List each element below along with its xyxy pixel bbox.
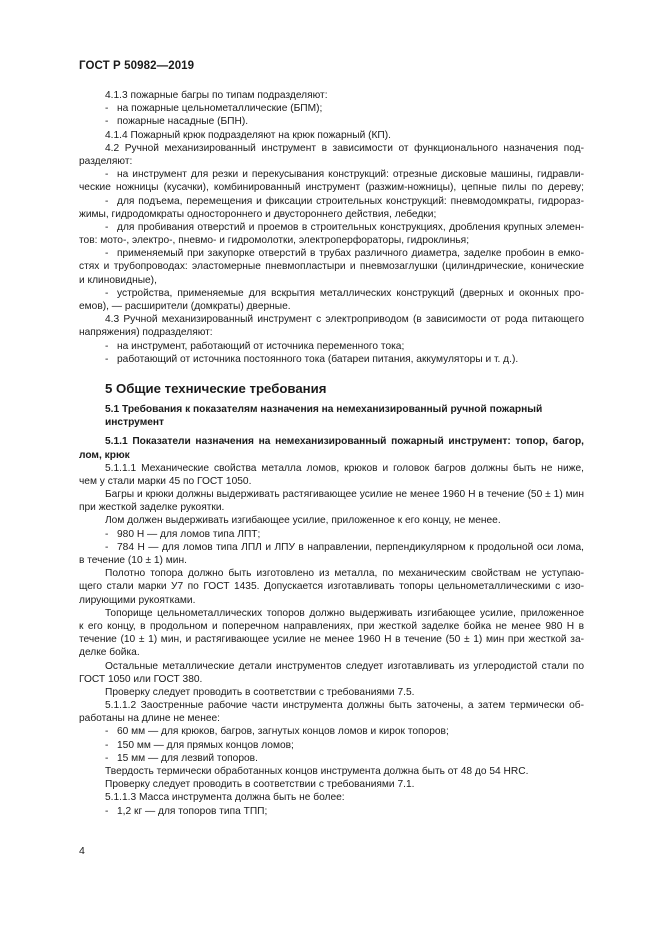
- text-line: [79, 475, 584, 488]
- line-text: чем у стали марки 45 по ГОСТ 1050.: [79, 475, 252, 487]
- line-text: для пробивания отверстий и проемов в строительных конструкциях, дробления крупных элемен-: [117, 221, 584, 233]
- list-dash: -: [105, 528, 109, 540]
- text-line: [79, 181, 584, 194]
- text-line: [79, 607, 584, 620]
- line-text: ГОСТ 1050 или ГОСТ 380.: [79, 673, 203, 685]
- line-text: 15 мм — для лезвий топоров.: [117, 752, 258, 764]
- line-text: Топорище цельнометаллических топоров должно выдерживать изгибающее усилие, приложенное: [105, 607, 584, 619]
- line-text: инструмент: [105, 417, 165, 429]
- text-line: [79, 567, 584, 580]
- line-text: 5.1 Требования к показателям назначения на немеханизированный ручной пожарный: [105, 403, 543, 415]
- line-text: для подъема, перемещения и фиксации строительных конструкций: пневмодомкраты, гидрораз-: [117, 195, 584, 207]
- text-line: [79, 462, 584, 475]
- line-text: напряжения) подразделяют:: [79, 327, 213, 339]
- text-line: [79, 221, 584, 234]
- list-dash: -: [105, 287, 109, 299]
- line-text: Остальные металлические детали инструментов следует изготавливать из углеродистой стали по: [105, 660, 584, 672]
- text-line: [79, 208, 584, 221]
- line-text: 980 Н — для ломов типа ЛПТ;: [117, 528, 261, 540]
- line-text: Полотно топора должно быть изготовлено из металла, по механическим свойствам не уступаю-: [105, 568, 584, 580]
- line-text: Твердость термически обработанных концов инструмента должна быть от 48 до 54 HRC.: [105, 766, 529, 777]
- line-text: 5.1.1 Показатели назначения на немеханизированный пожарный инструмент: топор, багор,: [105, 436, 584, 448]
- line-text: лом, крюк: [79, 449, 130, 461]
- text-line: [79, 580, 584, 593]
- text-line: [79, 778, 584, 791]
- line-text: на инструмент, работающий от источника переменного тока;: [117, 340, 405, 352]
- text-line: [79, 89, 584, 102]
- text-line: [79, 620, 584, 633]
- section-heading: [79, 435, 584, 448]
- line-text: щего стали марки У7 по ГОСТ 1435. Допускается изготавливать топоры цельнометаллическими с изо-: [79, 581, 584, 593]
- line-text: на пожарные цельнометаллические (БПМ);: [117, 103, 323, 115]
- line-text: применяемый при закупорке отверстий в трубах различного диаметра, заделке пробоин в емко-: [117, 248, 584, 260]
- list-dash: -: [105, 805, 109, 817]
- line-text: на инструмент для резки и перекусывания конструкций: отрезные дисковые машины, гидравли-: [117, 169, 584, 181]
- section-heading: [79, 449, 584, 462]
- text-line: [79, 260, 584, 273]
- line-text: 5.1.1.3 Масса инструмента должна быть не более:: [105, 792, 345, 804]
- list-dash: -: [105, 248, 109, 260]
- text-line: [79, 247, 584, 260]
- list-dash: -: [105, 116, 109, 128]
- text-line: [79, 514, 584, 527]
- line-text: 5.1.1.1 Механические свойства металла ломов, крюков и головок багров должны быть не ниже,: [105, 462, 584, 474]
- line-text: 784 Н — для ломов типа ЛПЛ и ЛПУ в направлении, перпендикулярном к продольной оси лома,: [117, 541, 584, 553]
- section-heading: [79, 416, 584, 429]
- list-dash: -: [105, 541, 109, 553]
- text-line: [79, 646, 584, 659]
- line-text: жимы, гидродомкраты одностороннего и двустороннего действия, лебедки;: [79, 208, 437, 220]
- text-line: [79, 752, 584, 765]
- page-number: 4: [79, 845, 85, 857]
- line-text: 4.1.4 Пожарный крюк подразделяют на крюк пожарный (КП).: [105, 129, 391, 141]
- line-text: работающий от источника постоянного тока (батареи питания, аккумуляторы и т. д.).: [117, 353, 519, 365]
- line-text: работаны на длине не менее:: [79, 713, 221, 725]
- line-text: Лом должен выдерживать изгибающее усилие, приложенное к его концу, не менее.: [105, 515, 501, 527]
- text-line: [79, 313, 584, 326]
- text-line: [79, 326, 584, 339]
- text-line: [79, 699, 584, 712]
- list-dash: -: [105, 221, 109, 233]
- list-dash: -: [105, 169, 109, 181]
- line-text: ческие ножницы (кусачки), комбинированный инструмент (разжим-ножницы), цепные пилы по дереву;: [79, 182, 584, 194]
- text-line: [79, 129, 584, 142]
- page-header: ГОСТ Р 50982—2019: [79, 60, 195, 72]
- line-text: 5.1.1.2 Заостренные рабочие части инструмента должны быть заточены, а затем термически об-: [105, 700, 584, 712]
- list-dash: -: [105, 340, 109, 352]
- text-line: [79, 168, 584, 181]
- line-text: емов), — расширители (домкраты) дверные.: [79, 301, 291, 312]
- list-dash: -: [105, 726, 109, 738]
- list-dash: -: [105, 103, 109, 115]
- text-line: [79, 300, 584, 313]
- line-text: тов: мото-, электро-, пневмо- и гидромолотки, электроперфораторы, гидроклинья;: [79, 235, 470, 247]
- text-line: [79, 155, 584, 168]
- text-line: [79, 541, 584, 554]
- text-line: [79, 142, 584, 155]
- section-heading: [79, 380, 584, 397]
- line-text: лирующими рукоятками.: [79, 594, 196, 606]
- line-text: Проверку следует проводить в соответствии с требованиями 7.5.: [105, 686, 415, 698]
- text-line: [79, 353, 584, 366]
- text-line: [79, 274, 584, 287]
- line-text: пожарные насадные (БПН).: [117, 116, 249, 128]
- text-line: [79, 725, 584, 738]
- text-line: [79, 712, 584, 725]
- line-text: 60 мм — для крюков, багров, загнутых концов ломов и кирок топоров;: [117, 726, 449, 738]
- line-text: устройства, применяемые для вскрытия металлических конструкций (дверных и оконных про-: [117, 287, 584, 299]
- line-text: делке бойка.: [79, 647, 140, 659]
- line-text: и клиновидные),: [79, 274, 157, 286]
- text-line: [79, 528, 584, 541]
- text-line: [79, 488, 584, 501]
- line-text: 150 мм — для прямых концов ломов;: [117, 739, 294, 751]
- line-text: стях и трубопроводах: эластомерные пневмопластыри и пневмозаглушки (цилиндрические, конические: [79, 261, 584, 273]
- list-dash: -: [105, 739, 109, 751]
- line-text: Багры и крюки должны выдерживать растягивающее усилие не менее 1960 Н в течение (50 ± 1) мин: [105, 489, 584, 501]
- list-dash: -: [105, 752, 109, 764]
- line-text: Проверку следует проводить в соответствии с требованиями 7.1.: [105, 779, 415, 791]
- line-text: течение (10 ± 1) мин, и растягивающее усилие не менее 1960 Н в течение (50 ± 1) мин при жесткой за-: [79, 634, 584, 646]
- document-body: [79, 89, 584, 818]
- line-text: 4.2 Ручной механизированный инструмент в зависимости от функционального назначения под-: [105, 142, 584, 154]
- text-line: [79, 287, 584, 300]
- text-line: [79, 102, 584, 115]
- text-line: [79, 805, 584, 818]
- text-line: [79, 594, 584, 607]
- line-text: 4.3 Ручной механизированный инструмент с электроприводом (в зависимости от рода питающего: [105, 314, 584, 326]
- line-text: разделяют:: [79, 155, 133, 167]
- list-dash: -: [105, 353, 109, 365]
- line-text: к его концу, в продольном и поперечном направлениях, при жесткой заделке бойка не менее 980 Н в: [79, 620, 584, 632]
- text-line: [79, 115, 584, 128]
- text-line: [79, 501, 584, 514]
- text-line: [79, 195, 584, 208]
- text-line: [79, 673, 584, 686]
- text-line: [79, 554, 584, 567]
- text-line: [79, 791, 584, 804]
- text-line: [79, 633, 584, 646]
- text-line: [79, 660, 584, 673]
- text-line: [79, 765, 584, 778]
- line-text: 5 Общие технические требования: [105, 380, 327, 396]
- line-text: при жесткой заделке рукоятки.: [79, 502, 225, 514]
- line-text: в течение (10 ± 1) мин.: [79, 555, 187, 566]
- list-dash: -: [105, 195, 109, 207]
- text-line: [79, 686, 584, 699]
- line-text: 4.1.3 пожарные багры по типам подразделяют:: [105, 90, 328, 101]
- text-line: [79, 340, 584, 353]
- line-text: 1,2 кг — для топоров типа ТПП;: [117, 805, 268, 817]
- section-heading: [79, 403, 584, 416]
- text-line: [79, 739, 584, 752]
- text-line: [79, 234, 584, 247]
